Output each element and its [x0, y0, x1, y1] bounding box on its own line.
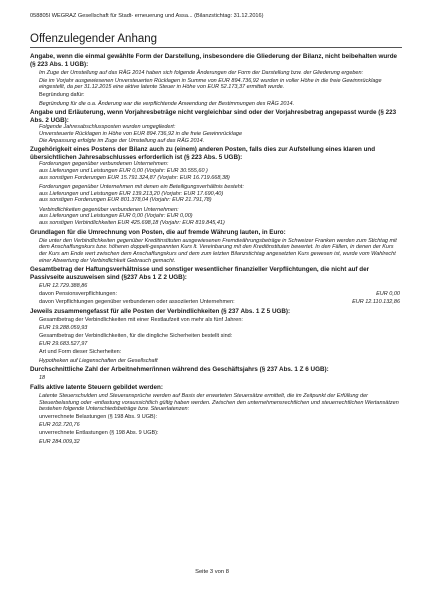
- text-line: aus sonstigen Verbindlichkeiten EUR 425.698,18 (Vorjahr: EUR 819.845,41): [39, 220, 225, 227]
- document-body: [30, 53, 400, 447]
- value-line: EUR 284.009,32: [39, 438, 80, 445]
- section-currency-conversion: [30, 229, 400, 264]
- text-line: unverrechnete Entlastungen (§ 198 Abs. 9 UGB):: [39, 430, 159, 437]
- paragraph: Die im Vorjahr ausgewiesenen Unversteuerten Rücklagen in Summe von EUR 894.736,92 wurden in voller Höhe in die freie Gewinnrücklage eingestellt, da per 31.12.2015 eine aktive latente Steuer in Höhe von EUR 52.173,37 ermittelt wurde.: [39, 77, 382, 91]
- section-prior-year-amounts: [30, 109, 400, 144]
- section-heading: Zugehörigkeit eines Postens der Bilanz auch zu (einem) anderen Posten, falls dies zur Aufstellung eines klaren und übersichtlichen Jahresabschlusses erforderlich ist (§ 223 Abs. 5 UGB):: [30, 146, 376, 161]
- text-line: aus Lieferungen und Leistungen EUR 0,00 (Vorjahr: EUR 30.555,60 ): [39, 167, 208, 174]
- section-heading: Gesamtbetrag der Haftungsverhältnisse und sonstiger wesentlicher finanzieller Verpflichtungen, die nicht auf der Passivseite auszuweisen sind (§237 Abs 1 Z 2 UGB):: [30, 266, 370, 281]
- paragraph: Begründung dafür:: [39, 92, 85, 99]
- section-heading: Jeweils zusammengefasst für alle Posten der Verbindlichkeiten (§ 237 Abs. 1 Z 5 UGB):: [30, 308, 291, 315]
- section-form-of-presentation: [30, 53, 400, 107]
- value-line: EUR 19.288.059,93: [39, 325, 88, 332]
- text-line: Gesamtbetrag der Verbindlichkeiten mit einer Restlaufzeit von mehr als fünf Jahren:: [39, 317, 243, 324]
- text-line: aus sonstigen Forderungen EUR 15.791.324,87 (Vorjahr: EUR 16.719.668,38): [39, 174, 230, 181]
- text-line: aus Lieferungen und Leistungen EUR 139.213,20 (Vorjahr: EUR 17.690,40): [39, 190, 224, 197]
- section-heading: Durchschnittliche Zahl der Arbeitnehmer/innen während des Geschäftsjahrs (§ 237 Abs. 1 Z 6 UGB):: [30, 366, 329, 374]
- text-line: Die Anpassung erfolgte im Zuge der Umstellung auf das RÄG 2014.: [39, 137, 205, 144]
- section-contingent-liabilities: [30, 266, 400, 306]
- section-heading: Grundlagen für die Umrechnung von Posten, die auf fremde Währung lauten, in Euro:: [30, 228, 286, 236]
- value-line: EUR 202.720,76: [39, 422, 80, 429]
- affiliated-row: [39, 299, 400, 306]
- page-header: 058805I WEGRAZ Gesellschaft für Stadt- erneuerung und Assa... (Bilanzstichtag: 31.12.2016): [30, 13, 264, 19]
- row-label: davon Verpflichtungen gegenüber verbundenen oder assoziierten Unternehmen:: [39, 299, 235, 306]
- section-heading: Falls aktive latente Steuern gebildet werden:: [30, 383, 163, 391]
- paragraph: Die unter den Verbindlichkeiten gegenüber Kreditinstituten ausgewiesenen Fremdwährungsbeträge in Schweizer Franken werden zum Stichtag mit dem Anschaffungskurs bzw. höheren doppelt-gespannten Kurs lt. Vereinbarung mit den Kreditinstituten bewertet. In den Fällen, in denen der Kurs der Kurs am Ende wert zwischen dem Anschaffungskurs und dem zum letzten Bilanzstichtag angesetzten Kurs gewesen ist, wurde vom Wahlrecht einer Abwertung der Verbindlichkeit Gebrauch gemacht.: [39, 237, 397, 264]
- text-line: Unversteuerte Rücklagen in Höhe von EUR 894.736,92 in die freie Gewinnrücklage: [39, 130, 243, 137]
- section-liabilities-summary: [30, 308, 400, 364]
- text-line: aus Lieferungen und Leistungen EUR 0,00 (Vorjahr: EUR 0,00): [39, 213, 193, 220]
- pension-row: [39, 291, 400, 298]
- text-line: Verbindlichkeiten gegenüber verbundenen Unternehmen:: [39, 206, 179, 213]
- total-value: EUR 12.729.388,86: [39, 282, 88, 289]
- text-line: Art und Form dieser Sicherheiten:: [39, 349, 122, 356]
- paragraph: Im Zuge der Umstellung auf das RÄG 2014 haben sich folgende Änderungen der Form der Darstellung bzw. der Gliederung ergeben:: [39, 69, 364, 76]
- page-number: Seite 3 von 8: [195, 569, 229, 575]
- paragraph: Latente Steuerschulden und Steueransprüche werden auf Basis der erwarteten Steuersätze ermittelt, die im Zeitpunkt der Erfüllung der Steuerbelastung oder -entlastung voraussichtlich gültig haben werden. Zwischen den unternehmensrechtlichen und steuerrechtlichen Wertansätzen bestehen folgende Unterschiedsbeträge bzw. Steuerlatenzen:: [39, 392, 399, 413]
- row-label: davon Pensionsverpflichtungen:: [39, 290, 117, 297]
- text-line: unverrechnete Belastungen (§ 198 Abs. 9 UGB):: [39, 414, 158, 421]
- text-line: Gesamtbetrag der Verbindlichkeiten, für die dingliche Sicherheiten bestellt sind:: [39, 333, 233, 340]
- section-item-affiliation: [30, 146, 400, 227]
- row-value: EUR 0,00: [376, 290, 400, 297]
- text-line: Folgende Jahresabschlussposten wurden umgegliedert:: [39, 124, 176, 131]
- value-line: EUR 29.683.527,97: [39, 341, 88, 348]
- text-line: Forderungen gegenüber Unternehmen mit denen ein Beteiligungsverhältnis besteht:: [39, 184, 244, 191]
- section-heading: Angabe, wenn die einmal gewählte Form der Darstellung, insbesondere die Gliederung der Bilanz, nicht beibehalten wurde (§ 223 Abs. 1 UGB):: [30, 53, 398, 68]
- value-line: 18: [39, 375, 46, 382]
- text-line: Forderungen gegenüber verbundenen Unternehmen:: [39, 161, 169, 168]
- section-employees: [30, 366, 400, 382]
- text-line: aus sonstigen Forderungen EUR 801.378,04 (Vorjahr: EUR 21.791,78): [39, 197, 212, 204]
- paragraph: Begründung für die o.a. Änderung war die verpflichtende Anwendung der Bestimmungen des RÄG 2014.: [39, 100, 295, 107]
- page-title: Offenzulegender Anhang: [30, 32, 402, 48]
- value-line: Hypotheken auf Liegenschaften der Gesellschaft: [39, 357, 158, 364]
- section-deferred-taxes: [30, 384, 400, 445]
- section-heading: Angabe und Erläuterung, wenn Vorjahresbeträge nicht vergleichbar sind oder der Vorjahresbetrag angepasst wurde (§ 223 Abs. 2 UGB):: [30, 109, 397, 124]
- row-value: EUR 12.110.132,86: [352, 299, 400, 306]
